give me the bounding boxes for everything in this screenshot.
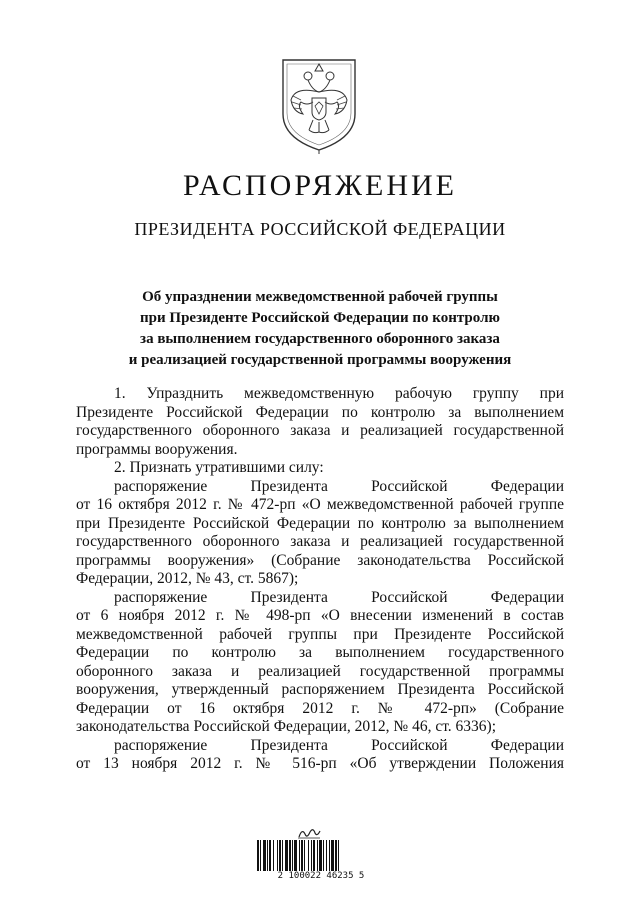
barcode-bar [311, 840, 312, 871]
barcode-bar [317, 840, 318, 871]
body-line: от 16 октября 2012 г. № 472-рп «О межведомственной рабочей группе [76, 496, 564, 513]
barcode-bar [260, 840, 261, 871]
barcode-bar [269, 840, 271, 871]
barcode [256, 840, 382, 871]
barcode-bar [319, 840, 322, 871]
barcode-bar [301, 840, 303, 871]
body-line: распоряжение Президента Российской Федерации [114, 477, 564, 495]
barcode-bar [285, 840, 288, 871]
coat-of-arms-emblem [279, 56, 359, 154]
body-line: 1. Упразднить межведомственную рабочую группу при [114, 385, 564, 402]
barcode-bar [273, 840, 274, 871]
body-line: распоряжение Президента Российской Федерации [114, 588, 564, 606]
body-line: распоряжение Президента Российской Федерации [114, 736, 564, 754]
barcode-number: 2 100022 46235 5 [277, 871, 365, 881]
barcode-bar [335, 840, 337, 871]
barcode-bar [257, 840, 259, 871]
barcode-bar [304, 840, 305, 871]
body-line: программы вооружения. [76, 440, 238, 458]
barcode-bar [326, 840, 327, 871]
barcode-bar [338, 840, 339, 871]
heading-line: и реализацией государственной программы вооружения [128, 352, 512, 368]
body-line: 2. Признать утратившими силу: [114, 459, 324, 476]
body-line: Федерации от 16 октября 2012 г. № 472-рп» (Собрание [76, 699, 564, 717]
body-line: от 13 ноября 2012 г. № 516-рп «Об утверждении Положения [76, 755, 564, 772]
barcode-bar [294, 840, 297, 871]
body-line: Федерации, 2012, № 43, ст. 5867); [76, 570, 299, 587]
body-line: от 6 ноября 2012 г. № 498-рп «О внесении изменений в состав [76, 607, 564, 624]
barcode-bar [277, 840, 278, 871]
barcode-bar [308, 840, 309, 871]
barcode-bar [329, 840, 330, 871]
barcode-bar [282, 840, 283, 871]
handwritten-mark [296, 826, 322, 840]
body-line: программы вооружения» (Собрание законодательства Российской [76, 551, 564, 569]
body-line: Федерации по контролю за выполнением государственного [76, 644, 564, 661]
body-line: государственного оборонного заказа и реализацией государственной [76, 422, 564, 439]
body-line: при Президенте Российской Федерации по контролю за выполнением [76, 514, 564, 532]
document-heading [60, 287, 580, 371]
barcode-bar [289, 840, 291, 871]
heading-line: за выполнением государственного оборонного заказа [140, 331, 500, 347]
barcode-bar [263, 840, 266, 871]
body-line: законодательства Российской Федерации, 2012, № 46, ст. 6336); [76, 718, 497, 735]
barcode-bar [279, 840, 281, 871]
document-title: РАСПОРЯЖЕНИЕ [182, 169, 458, 202]
barcode-bar [323, 840, 324, 871]
document-body [76, 385, 564, 774]
barcode-bar [267, 840, 268, 871]
heading-line: при Президенте Российской Федерации по контролю [140, 310, 500, 326]
heading-line: Об упразднении межведомственной рабочей группы [142, 289, 498, 305]
body-line: Президенте Российской Федерации по контролю за выполнением [76, 403, 564, 421]
barcode-bar [313, 840, 315, 871]
barcode-bar [331, 840, 334, 871]
body-line: государственного оборонного заказа и реализацией государственной [76, 533, 564, 550]
barcode-bar [299, 840, 300, 871]
body-line: вооружения, утвержденный распоряжением Президента Российской [76, 681, 564, 698]
body-line: оборонного заказа и реализацией государственной программы [76, 662, 564, 680]
document-subtitle: ПРЕЗИДЕНТА РОССИЙСКОЙ ФЕДЕРАЦИИ [134, 219, 506, 239]
barcode-bar [292, 840, 293, 871]
body-line: межведомственной рабочей группы при Президенте Российской [76, 625, 564, 643]
